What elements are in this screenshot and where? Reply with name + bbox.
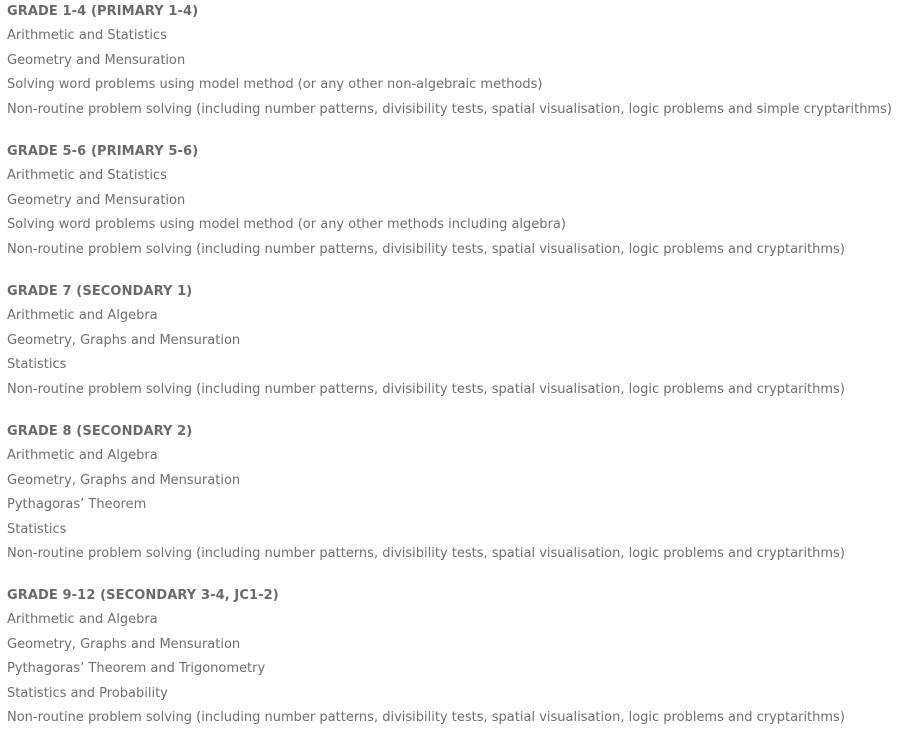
topic-item: Geometry, Graphs and Mensuration (7, 472, 241, 488)
topic-item: Solving word problems using model method (or any other methods including algebra) (7, 217, 566, 233)
section-heading: GRADE 5-6 (PRIMARY 5-6) (7, 144, 199, 159)
topic-item: Arithmetic and Algebra (7, 612, 158, 628)
topic-item: Pythagoras’ Theorem and Trigonometry (7, 661, 266, 677)
topic-item: Arithmetic and Statistics (7, 168, 167, 184)
section-grade-5-6 (7, 140, 898, 262)
topic-item: Non-routine problem solving (including number patterns, divisibility tests, spatial visualisation, logic problems and simple cryptarithms) (7, 101, 892, 117)
topic-item: Pythagoras’ Theorem (7, 497, 147, 513)
section-grade-7 (7, 280, 898, 402)
section-heading: GRADE 1-4 (PRIMARY 1-4) (7, 4, 199, 19)
section-heading: GRADE 9-12 (SECONDARY 3-4, JC1-2) (7, 588, 279, 603)
topic-item: Arithmetic and Algebra (7, 308, 158, 324)
topic-item: Geometry, Graphs and Mensuration (7, 636, 241, 652)
section-grade-1-4 (7, 0, 898, 122)
section-grade-8 (7, 420, 898, 566)
section-heading: GRADE 7 (SECONDARY 1) (7, 284, 193, 299)
topic-item: Geometry and Mensuration (7, 192, 186, 208)
topic-item: Non-routine problem solving (including number patterns, divisibility tests, spatial visualisation, logic problems and cryptarithms) (7, 381, 845, 397)
topic-item: Arithmetic and Statistics (7, 28, 167, 44)
topic-item: Non-routine problem solving (including number patterns, divisibility tests, spatial visualisation, logic problems and cryptarithms) (7, 241, 845, 257)
section-grade-9-12 (7, 584, 898, 730)
topic-item: Solving word problems using model method (or any other non-algebraic methods) (7, 77, 543, 93)
topic-item: Geometry, Graphs and Mensuration (7, 332, 241, 348)
topic-item: Statistics (7, 357, 67, 373)
topic-item: Arithmetic and Algebra (7, 448, 158, 464)
topic-item: Geometry and Mensuration (7, 52, 186, 68)
topic-item: Statistics (7, 521, 67, 537)
topic-item: Non-routine problem solving (including number patterns, divisibility tests, spatial visualisation, logic problems and cryptarithms) (7, 545, 845, 561)
topic-item: Non-routine problem solving (including number patterns, divisibility tests, spatial visualisation, logic problems and cryptarithms) (7, 709, 845, 725)
topic-item: Statistics and Probability (7, 685, 168, 701)
section-heading: GRADE 8 (SECONDARY 2) (7, 424, 193, 439)
